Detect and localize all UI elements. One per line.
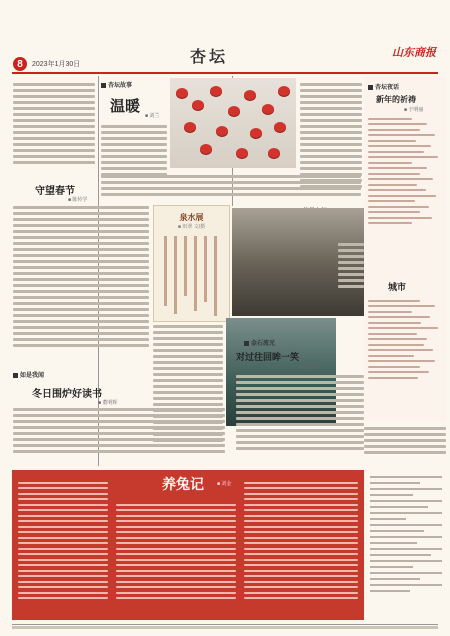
winter-title: 冬日围炉好读书 — [32, 389, 102, 400]
winter-tag: 如是我闻 — [13, 370, 44, 379]
rabbit-body-1 — [18, 478, 108, 616]
past-title: 对过往回眸一笑 — [236, 353, 300, 363]
right-sidebar — [364, 76, 446, 421]
spring-caption — [338, 240, 364, 310]
article-body-right — [300, 80, 362, 200]
warm-tag: 杏坛故事 — [101, 80, 132, 89]
footer-rule — [12, 624, 438, 625]
rabbit-article-band — [12, 470, 364, 620]
poem-title: 泉水展 — [179, 212, 204, 222]
newyear-author: ■ 于明丽 — [404, 107, 424, 113]
column-name: 杏坛 — [190, 47, 229, 66]
rabbit-title: 养兔记 — [162, 477, 204, 493]
warm-title: 温暖 — [110, 97, 141, 115]
city-poem — [368, 296, 442, 416]
right-lower-body — [364, 424, 446, 468]
page-date: 2023年1月30日 — [32, 61, 81, 68]
editorial-info — [370, 472, 442, 622]
poem-box — [153, 205, 230, 322]
rabbit-author: ■ 刘金 — [217, 481, 232, 487]
poem-author: ■ 田翠 文/摄 — [177, 224, 206, 230]
past-body — [236, 372, 364, 468]
header-rule — [12, 72, 438, 74]
guard-body — [13, 203, 149, 363]
guard-author: ■ 陈传学 — [68, 197, 88, 203]
rabbit-body-2 — [116, 500, 236, 616]
newyear-tag: 杏坛夜话 — [368, 82, 399, 91]
winter-author: ■ 董明辉 — [98, 400, 118, 406]
mid-body — [153, 322, 223, 468]
article-body — [13, 80, 95, 172]
lantern-photo — [170, 78, 296, 168]
guard-title: 守望春节 — [35, 186, 75, 197]
newyear-poem — [368, 114, 442, 264]
footer-text — [12, 626, 438, 629]
masthead — [0, 0, 450, 68]
newspaper-logo: 山东商报 — [392, 46, 436, 59]
page-number: 8 — [13, 57, 27, 71]
past-tag: 金石流光 — [244, 338, 275, 347]
city-title: 城市 — [388, 283, 407, 293]
warm-author: ■ 刘兰 — [145, 113, 160, 119]
rabbit-body-3 — [244, 478, 358, 616]
past-author: ■ 魏金春 — [300, 365, 320, 371]
newyear-title: 新年的祈祷 — [376, 94, 416, 104]
